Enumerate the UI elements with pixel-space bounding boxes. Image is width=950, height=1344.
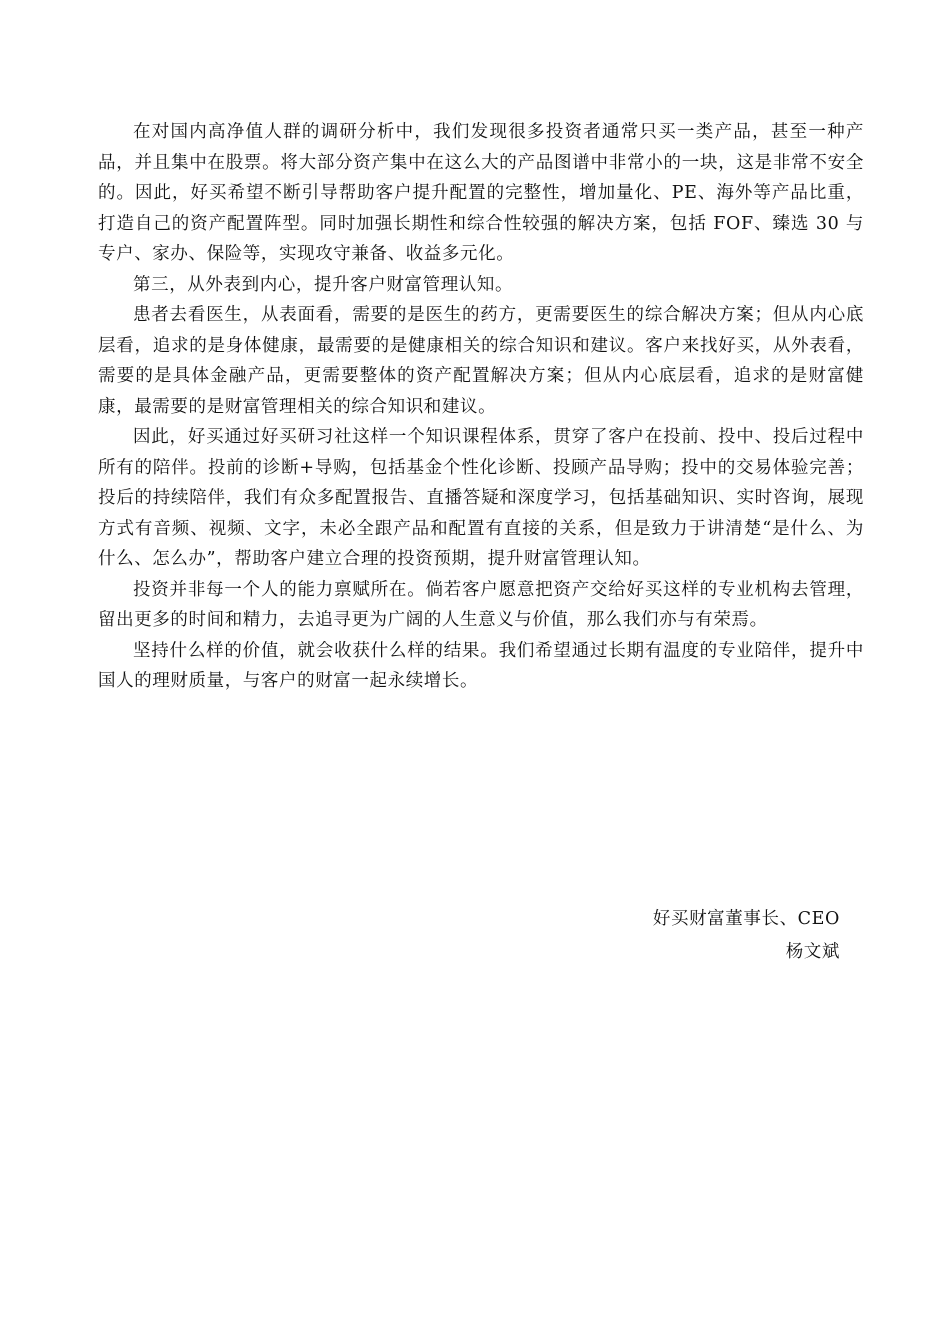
paragraph-3: 患者去看医生，从表面看，需要的是医生的药方，更需要医生的综合解决方案；但从内心底层看，追求的是身体健康，最需要的是健康相关的综合知识和建议。客户来找好买，从外表看，需要的是具体金融产品，更需要整体的资产配置解决方案；但从内心底层看，追求的是财富健康，最需要的是财富管理相关的综合知识和建议。: [98, 305, 864, 417]
signature-name: 杨文斌: [785, 942, 840, 962]
paragraph-2: 第三，从外表到内心，提升客户财富管理认知。: [133, 274, 514, 295]
paragraph-6: 坚持什么样的价值，就会收获什么样的结果。我们希望通过长期有温度的专业陪伴，提升中国人的理财质量，与客户的财富一起永续增长。: [98, 640, 864, 691]
paragraph-5: 投资并非每一个人的能力禀赋所在。倘若客户愿意把资产交给好买这样的专业机构去管理，留出更多的时间和精力，去追寻更为广阔的人生意义与价值，那么我们亦与有荣焉。: [98, 579, 864, 630]
signature-title: 好买财富董事长、CEO: [652, 909, 840, 929]
letter-body: [98, 117, 864, 697]
paragraph-4: 因此，好买通过好买研习社这样一个知识课程体系，贯穿了客户在投前、投中、投后过程中所有的陪伴。投前的诊断+导购，包括基金个性化诊断、投顾产品导购；投中的交易体验完善；投后的持续陪伴，我们有众多配置报告、直播答疑和深度学习，包括基础知识、实时咨询，展现方式有音频、视频、文字，未必全跟产品和配置有直接的关系，但是致力于讲清楚“是什么、为什么、怎么办”，帮助客户建立合理的投资预期，提升财富管理认知。: [98, 427, 864, 569]
signature-block: [653, 903, 840, 969]
paragraph-1: 在对国内高净值人群的调研分析中，我们发现很多投资者通常只买一类产品，甚至一种产品，并且集中在股票。将大部分资产集中在这么大的产品图谱中非常小的一块，这是非常不安全的。因此，好买希望不断引导帮助客户提升配置的完整性，增加量化、PE、海外等产品比重，打造自己的资产配置阵型。同时加强长期性和综合性较强的解决方案，包括 FOF、臻选 30 与专户、家办、保险等，实现攻守兼备、收益多元化。: [98, 122, 864, 264]
